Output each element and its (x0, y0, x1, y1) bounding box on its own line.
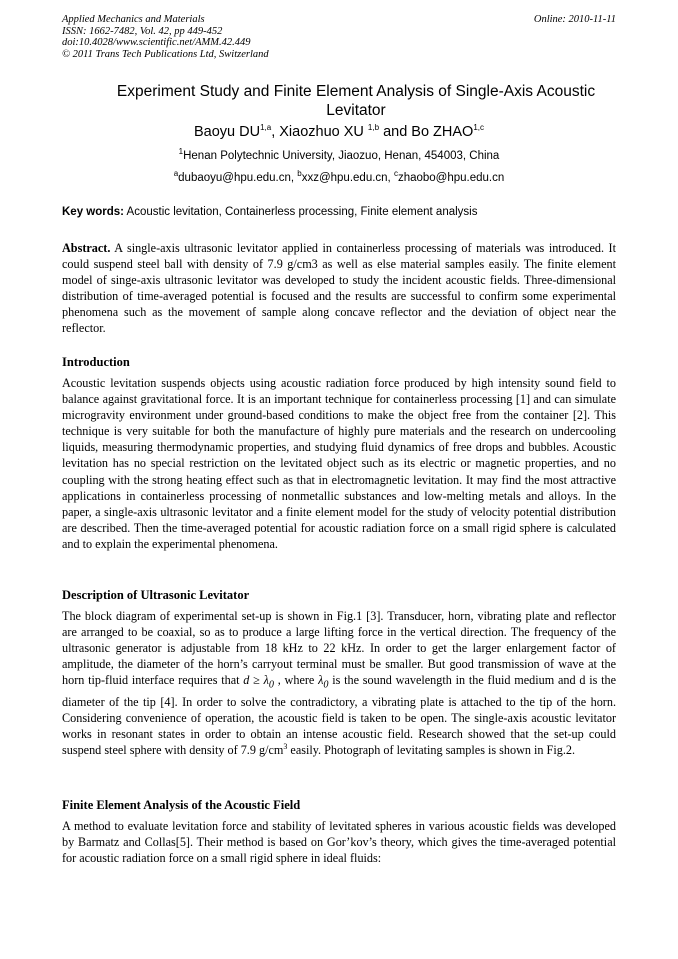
online-date: Online: 2010-11-11 (533, 14, 616, 25)
math-expression: d ≥ λ (243, 673, 269, 688)
author-separator: , (271, 124, 280, 140)
section-paragraph: A method to evaluate levitation force and stability of levitated spheres in various acoustic fields was developed by Barmatz and Collas[5]. Their method is based on Gor’kov’s theory, which gives the time-averaged potential for acoustic radiation force on a small rigid sphere in ideal fluids: (62, 819, 616, 866)
description-section (62, 587, 616, 758)
unit-superscript: 3 (283, 742, 288, 752)
section-paragraph: Acoustic levitation suspends objects using acoustic radiation force produced by high intensity sound field to balance against gravitational force. It is an important technique for containerless processing [1] and can simulate microgravity environment under ground-based conditions to make the object free from the container [2]. This technique is very suitable for both the manufacture of highly pure materials and the research on undercooling liquids, measuring thermodynamic properties, and studying fluid dynamics of free drops and bubbles. Acoustic levitation has no special restriction on the levitated object such as its electric or magnetic properties, and no coupling with the strong heating effect such as that in electromagnetic levitation. It may find the most attractive applications in containerless processing of nonmetallic substances and low-melting metals and alloys. In the paper, a single-axis ultrasonic levitator and a finite element model for the study of velocity potential distribution are described. Then the time-averaged potential for acoustic radiation force on a small rigid sphere is calculated and to explain the experimental phenomena. (62, 376, 616, 551)
doi-line: doi:10.4028/www.scientific.net/AMM.42.449 (62, 37, 251, 48)
keywords-text: Acoustic levitation, Containerless processing, Finite element analysis (124, 206, 478, 218)
math-subscript: 0 (268, 679, 274, 691)
math-subscript: 0 (323, 679, 329, 691)
author-name: Baoyu DU (193, 124, 261, 140)
affiliation-text: Henan Polytechnic University, Jiaozuo, Henan, 454003, China (183, 150, 500, 162)
email-link[interactable]: zhaobo@hpu.edu.cn (397, 172, 505, 184)
issn-line: ISSN: 1662-7482, Vol. 42, pp 449-452 (62, 25, 223, 37)
affiliation-sup: 1 (178, 147, 184, 157)
section-heading: Description of Ultrasonic Levitator (62, 588, 250, 602)
journal-name: Applied Mechanics and Materials (62, 14, 205, 25)
keywords-label: Key words: (62, 206, 124, 218)
abstract-label: Abstract. (62, 241, 111, 255)
inequality-math (243, 673, 274, 691)
copyright-line: © 2011 Trans Tech Publications Ltd, Switzerland (62, 48, 269, 60)
introduction-section (62, 354, 616, 552)
email-sup: b (297, 169, 302, 179)
abstract-text: A single-axis ultrasonic levitator applied in containerless processing of materials was introduced. It could suspend steel ball with density of 7.9 g/cm3 as well as else material samples easily. The finite element model of singe-axis ultrasonic levitator was developed to study the incident acoustic fields. Three-dimensional distribution of time-averaged potential is focused and the results are successful to confirm some experimental phenomena such as the movement of sample along concave reflector and the deviation of object near the reflector. (62, 241, 616, 336)
author-name: Xiaozhuo XU (279, 124, 368, 140)
lambda-math (318, 673, 329, 691)
author-emails (62, 169, 616, 184)
affiliation (62, 147, 616, 162)
email-link[interactable]: dubaoyu@hpu.edu.cn, (178, 172, 298, 184)
paragraph-text: , where (273, 673, 319, 688)
author-separator: and (379, 124, 412, 140)
section-heading: Introduction (62, 355, 130, 369)
author-affil-sup: 1,a (260, 123, 272, 133)
author-name: Bo ZHAO (411, 124, 474, 140)
paragraph-text: The block diagram of experimental set-up is shown in Fig.1 [3]. Transducer, horn, vibrating plate and reflector are arranged to be coaxial, so as to produce a large lifting force in the vertical direction. The frequency of the ultrasonic generator is adjustable from 18 kHz to 22 kHz. In order to get the larger enlargement factor of amplitude, the diameter of the horn’s carryout terminal must be smaller. But good transmission of wave at the horn tip-fluid interface requires that (62, 609, 616, 688)
email-link[interactable]: xxz@hpu.edu.cn, (301, 172, 394, 184)
author-affil-sup: 1,b (367, 123, 380, 133)
section-paragraph (62, 608, 616, 758)
author-affil-sup: 1,c (473, 123, 485, 133)
email-sup: c (393, 169, 398, 179)
paragraph-text: easily. Photograph of levitating samples is shown in Fig.2. (287, 743, 576, 758)
email-sup: a (173, 169, 179, 179)
section-heading: Finite Element Analysis of the Acoustic Field (62, 798, 301, 812)
keywords (62, 206, 616, 218)
author-list (62, 124, 616, 140)
fea-section (62, 797, 616, 866)
abstract (62, 240, 616, 337)
journal-header (62, 14, 616, 60)
math-expression: λ (318, 673, 324, 688)
paper-title: Experiment Study and Finite Element Analysis of Single-Axis Acoustic Levitator (116, 83, 596, 119)
paragraph-text: is the sound wavelength in the fluid medium and d is the diameter of the tip [4]. In order to solve the contradictory, a vibrating plate is attached to the tip of the horn. Considering convenience of operation, the acoustic field is taken to be open. The single-axis acoustic levitator works in resonant states in order to obtain an intense acoustic field. Research showed that the set-up could suspend steel sphere with density of 7.9 g/cm (62, 673, 617, 758)
